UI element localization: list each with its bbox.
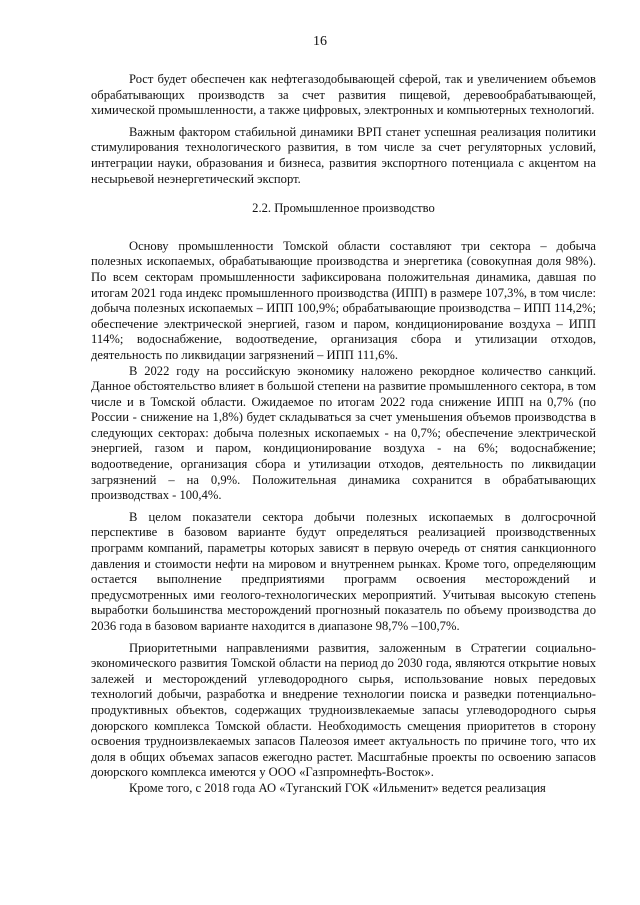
page-number: 16 [313,34,327,49]
paragraph-mining-outlook: В целом показатели сектора добычи полезных ископаемых в долгосрочной перспективе в базовом варианте будут определяться реализацией производственных программ компаний, параметры которых зависят в первую очередь от снятия санкционного давления и стоимости нефти на мировом и внутреннем рынках. Кроме того, определяющим остается выполнение предприятиями программ освоения месторождений и предусмотренных ими геолого-технологических мероприятий. Учитывая высокую степень выработки большинства месторождений прогнозный показатель по объему производства до 2036 года в базовом варианте находится в диапазоне 98,7% –100,7%. [91,509,596,633]
paragraph-industry-structure: Основу промышленности Томской области составляют три сектора – добыча полезных ископаемых, обрабатывающие производства и энергетика (совокупная доля 98%). По всем секторам промышленности зафиксирована положительная динамика, давшая по итогам 2021 года индекс промышленного производства (ИПП) в размере 107,3%, в том числе: добыча полезных ископаемых – ИПП 100,9%; обрабатывающие производства – ИПП 114,2%; обеспечение электрической энергией, газом и паром, кондиционирование воздуха – ИПП 114%; водоснабжение, водоотведение, организация сбора и утилизации отходов, деятельность по ликвидации загрязнений – ИПП 111,6%. [91,238,596,362]
paragraph-tugansky-gok: Кроме того, с 2018 года АО «Туганский ГОК «Ильменит» ведется реализация [129,780,546,795]
paragraph-grp-factor: Важным фактором стабильной динамики ВРП станет успешная реализация политики стимулирования технологического развития, в том числе за счет регуляторных условий, интеграции науки, образования и бизнеса, развития экспортного потенциала с акцентом на несырьевой неэнергетический экспорт. [91,124,596,186]
paragraph-sanctions-2022: В 2022 году на российскую экономику наложено рекордное количество санкций. Данное обстоятельство влияет в большой степени на развитие промышленного сектора, в том числе и в Томской области. Ожидаемое по итогам 2022 года снижение ИПП на 0,7% (по России - снижение на 1,8%) будет складываться за счет уменьшения объемов производства в следующих секторах: добыча полезных ископаемых - на 0,7%; обеспечение электрической энергией, газом и паром, кондиционирование воздуха - на 6%; водоснабжение; водоотведение, организация сбора и утилизации отходов, деятельность по ликвидации загрязнений – на 0,9%. Положительная динамика сохранится в обрабатывающих производствах - 100,4%. [91,363,596,503]
paragraph-growth-drivers: Рост будет обеспечен как нефтегазодобывающей сферой, так и увеличением объемов обрабатывающих производств за счет развития пищевой, деревообрабатывающей, химической промышленности, а также цифровых, электронных и компьютерных технологий. [91,72,596,118]
section-heading: 2.2. Промышленное производство [252,201,435,216]
document-body [91,72,596,797]
paragraph-priority-directions: Приоритетными направлениями развития, заложенным в Стратегии социально-экономического развития Томской области на период до 2030 года, являются открытие новых залежей и месторождений углеводородного сырья, использование новых передовых технологий добычи, разработка и внедрение технологии поиска и разведки потенциально-продуктивных объектов, содержащих трудноизвлекаемые запасы углеводородного сырья доюрского комплекса Томской области. Необходимость смещения приоритетов в сторону освоения трудноизвлекаемых запасов Палеозоя имеет актуальность по причине того, что их доля в общих объемах запасов ежегодно растет. Масштабные проекты по освоению запасов доюрского комплекса имеются у ООО «Газпромнефть-Восток». [91,640,596,780]
